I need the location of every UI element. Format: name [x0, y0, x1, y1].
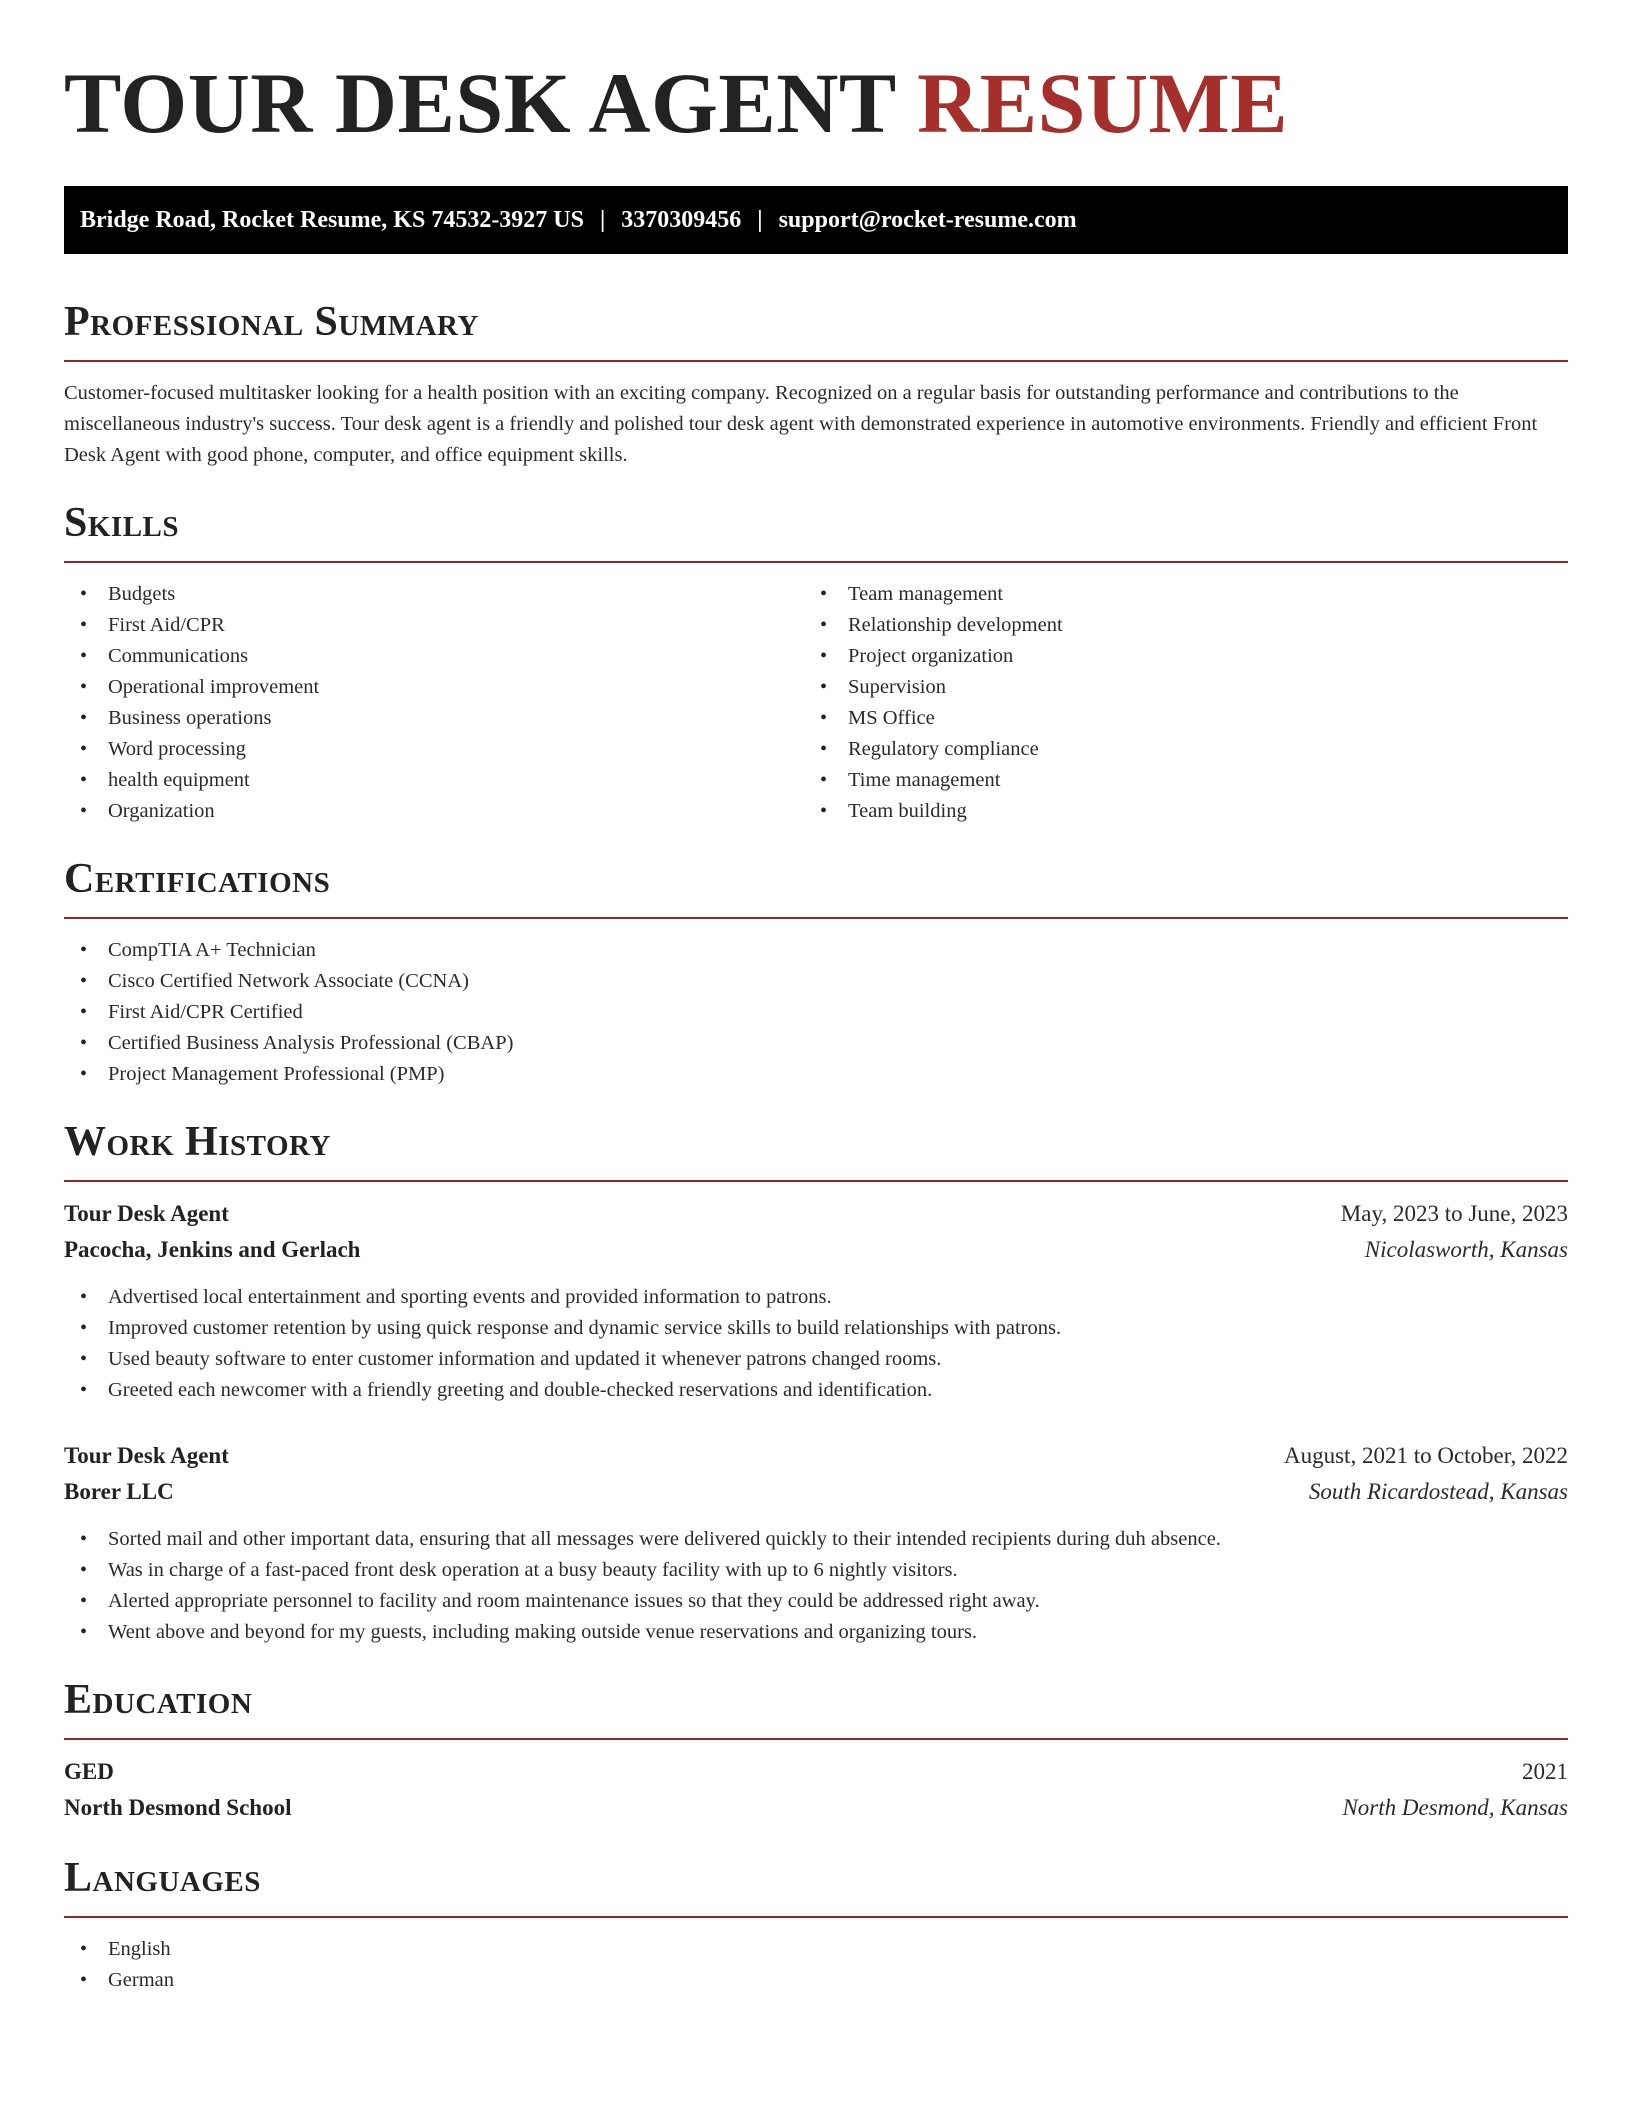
certifications-section: [64, 855, 1568, 1090]
skill-item: • Team building: [804, 796, 1544, 827]
section-divider: [64, 1916, 1568, 1918]
education-school-row: [64, 1790, 1568, 1826]
section-title-skills: Skills: [64, 500, 180, 546]
skills-list-left: [64, 579, 804, 827]
language-item: • German: [64, 1965, 1568, 1996]
job-bullets: [64, 1524, 1568, 1648]
job-bullets: [64, 1282, 1568, 1406]
skill-item: • Relationship development: [804, 610, 1544, 641]
education-year: 2021: [1522, 1759, 1568, 1784]
language-item: • English: [64, 1934, 1568, 1965]
job-bullet: • Sorted mail and other important data, ensuring that all messages were delivered quickly to their intended recipients during duh absence.: [64, 1524, 1568, 1555]
job-bullet: • Greeted each newcomer with a friendly greeting and double-checked reservations and identification.: [64, 1375, 1568, 1406]
job-header-row: [64, 1196, 1568, 1232]
work-history-section: [64, 1118, 1568, 1648]
skill-item: • Organization: [64, 796, 804, 827]
certification-item: • First Aid/CPR Certified: [64, 997, 1568, 1028]
job-company-row: [64, 1474, 1568, 1510]
skill-item: • Project organization: [804, 641, 1544, 672]
section-title-education: Education: [64, 1677, 253, 1723]
section-divider: [64, 917, 1568, 919]
job-entry: [64, 1438, 1568, 1648]
certification-item: • Cisco Certified Network Associate (CCNA): [64, 966, 1568, 997]
skills-list-right: [804, 579, 1544, 827]
education-degree: GED: [64, 1759, 114, 1784]
job-bullet: • Improved customer retention by using quick response and dynamic service skills to build relationships with patrons.: [64, 1313, 1568, 1344]
job-bullet: • Was in charge of a fast-paced front desk operation at a busy beauty facility with up to 6 nightly visitors.: [64, 1555, 1568, 1586]
skill-item: • Team management: [804, 579, 1544, 610]
skill-item: • Communications: [64, 641, 804, 672]
section-title-languages: Languages: [64, 1855, 261, 1901]
job-role: Tour Desk Agent: [64, 1443, 229, 1468]
job-bullet: • Alerted appropriate personnel to facility and room maintenance issues so that they could be addressed right away.: [64, 1586, 1568, 1617]
education-section: [64, 1676, 1568, 1826]
languages-section: [64, 1854, 1568, 1996]
skill-item: • health equipment: [64, 765, 804, 796]
skill-item: • Word processing: [64, 734, 804, 765]
education-degree-row: [64, 1754, 1568, 1790]
skill-item: • Budgets: [64, 579, 804, 610]
title-accent: RESUME: [917, 55, 1289, 151]
certification-item: • Certified Business Analysis Professional (CBAP): [64, 1028, 1568, 1059]
job-dates: May, 2023 to June, 2023: [1340, 1201, 1568, 1226]
summary-section: [64, 298, 1568, 471]
section-title-summary: Professional Summary: [64, 299, 479, 345]
job-company: Borer LLC: [64, 1479, 174, 1504]
certification-item: • Project Management Professional (PMP): [64, 1059, 1568, 1090]
section-divider: [64, 1738, 1568, 1740]
section-divider: [64, 1180, 1568, 1182]
education-school: North Desmond School: [64, 1795, 292, 1820]
title-main: TOUR DESK AGENT: [64, 55, 896, 151]
job-location: Nicolasworth, Kansas: [1364, 1237, 1568, 1262]
job-header-row: [64, 1438, 1568, 1474]
certification-item: • CompTIA A+ Technician: [64, 935, 1568, 966]
skills-grid: [64, 579, 1568, 827]
job-entry: [64, 1196, 1568, 1406]
contact-bar: [64, 186, 1568, 254]
job-bullet: • Used beauty software to enter customer information and updated it whenever patrons changed rooms.: [64, 1344, 1568, 1375]
section-title-work-history: Work History: [64, 1119, 331, 1165]
education-location: North Desmond, Kansas: [1342, 1795, 1568, 1820]
job-location: South Ricardostead, Kansas: [1308, 1479, 1568, 1504]
contact-phone[interactable]: 3370309456: [621, 206, 742, 233]
skill-item: • Regulatory compliance: [804, 734, 1544, 765]
education-entry: [64, 1754, 1568, 1826]
skill-item: • Business operations: [64, 703, 804, 734]
job-dates: August, 2021 to October, 2022: [1284, 1443, 1568, 1468]
job-company: Pacocha, Jenkins and Gerlach: [64, 1237, 361, 1262]
skill-item: • Operational improvement: [64, 672, 804, 703]
job-company-row: [64, 1232, 1568, 1268]
contact-email[interactable]: support@rocket-resume.com: [778, 206, 1077, 233]
skill-item: • Supervision: [804, 672, 1544, 703]
job-bullet: • Went above and beyond for my guests, including making outside venue reservations and organizing tours.: [64, 1617, 1568, 1648]
section-title-certifications: Certifications: [64, 856, 331, 902]
contact-separator: |: [757, 206, 763, 233]
resume-title: [64, 55, 1568, 151]
skill-item: • MS Office: [804, 703, 1544, 734]
section-divider: [64, 561, 1568, 563]
section-divider: [64, 360, 1568, 362]
skill-item: • First Aid/CPR: [64, 610, 804, 641]
certifications-list: [64, 935, 1568, 1090]
contact-separator: |: [600, 206, 606, 233]
languages-list: [64, 1934, 1568, 1996]
job-bullet: • Advertised local entertainment and sporting events and provided information to patrons.: [64, 1282, 1568, 1313]
summary-text: Customer-focused multitasker looking for a health position with an exciting company. Recognized on a regular basis for outstanding performance and contributions to the miscellaneous industry's success. Tour desk agent is a friendly and polished tour desk agent with demonstrated experience in automotive environments. Friendly and efficient Front Desk Agent with good phone, computer, and office equipment skills.: [64, 382, 1538, 466]
job-role: Tour Desk Agent: [64, 1201, 229, 1226]
contact-address: Bridge Road, Rocket Resume, KS 74532-3927 US: [80, 206, 584, 233]
skill-item: • Time management: [804, 765, 1544, 796]
skills-section: [64, 499, 1568, 827]
